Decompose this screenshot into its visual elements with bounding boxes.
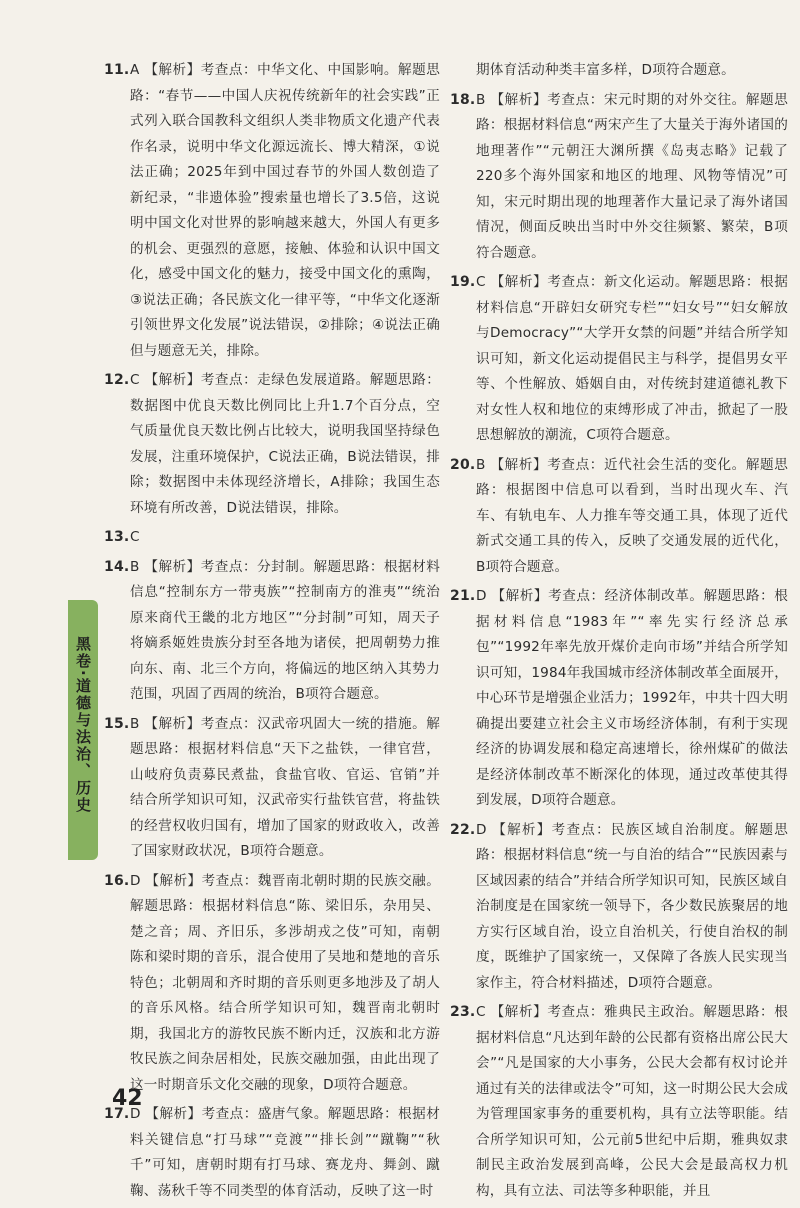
answer-item (450, 88, 788, 267)
question-number: 19. (450, 274, 476, 290)
question-number: 18. (450, 91, 476, 108)
answer-text: B 【解析】考查点：近代社会生活的变化。解题思路：根据图中信息可以看到，当时出现火车、汽车、有轨电车、人力推车等交通工具，体现了近代新式交通工具的传入，反映了交通发展的近代化，B项符合题意。 (476, 456, 788, 575)
question-number: 20. (450, 456, 476, 473)
answer-text: C 【解析】考查点：雅典民主政治。解题思路：根据材料信息“凡达到年龄的公民都有资格出席公民大会”“凡是国家的大小事务，公民大会都有权讨论并通过有关的法律或法令”可知，这一时期公民大会成为管理国家事务的重要机构，具有立法等职能。结合所学知识可知，公元前5世纪中后期，雅典奴隶制民主政治发展到高峰，公民大会是最高权力机构，具有立法、司法等多种职能，并且 (476, 1004, 788, 1199)
page-number: 42 (112, 1086, 143, 1111)
answer-item (104, 1102, 440, 1204)
question-number: 11. (104, 62, 130, 78)
question-number: 22. (450, 821, 476, 838)
answer-text: C (130, 529, 140, 545)
question-number: 13. (104, 529, 130, 545)
answer-item (450, 818, 788, 997)
answer-item (450, 453, 788, 581)
answer-item (450, 584, 788, 814)
answer-item (450, 1000, 788, 1204)
answer-item (450, 58, 788, 84)
answer-item (104, 368, 440, 521)
question-number: 14. (104, 558, 130, 575)
question-number: 16. (104, 872, 130, 889)
question-number: 12. (104, 372, 130, 388)
answer-item (104, 869, 440, 1099)
answer-text: D 【解析】考查点：民族区域自治制度。解题思路：根据材料信息“统一与自治的结合”“民族因素与区域因素的结合”并结合所学知识可知，民族区域自治制度是在国家统一领导下，各少数民族聚居的地方实行区域自治，设立自治机关，行使自治权的制度，既维护了国家统一，又保障了各族人民实现当家作主，符合材料描述，D项符合题意。 (476, 821, 788, 991)
answer-item (450, 270, 788, 449)
answer-text: B 【解析】考查点：宋元时期的对外交往。解题思路：根据材料信息“两宋产生了大量关于海外诸国的地理著作”“元朝汪大渊所撰《岛夷志略》记载了220多个海外国家和地区的地理、风物等情况”可知，宋元时期出现的地理著作大量记录了海外诸国情况，侧面反映出当时中外交往频繁、繁荣，B项符合题意。 (476, 91, 788, 261)
answer-item (104, 712, 440, 865)
answer-item (104, 58, 440, 364)
answer-text: C 【解析】考查点：新文化运动。解题思路：根据材料信息“开辟妇女研究专栏”“妇女号”“妇女解放与Democracy”“大学开女禁的问题”并结合所学知识可知，新文化运动提倡民主与科学，提倡男女平等、个性解放、婚姻自由，对传统封建道德礼教下对女性人权和地位的束缚形成了冲击，掀起了一股思想解放的潮流，C项符合题意。 (476, 274, 788, 443)
answer-text: D 【解析】考查点：经济体制改革。解题思路：根据材料信息“1983年”“率先实行经济总承包”“1992年率先放开煤价走向市场”并结合所学知识可知，1984年我国城市经济体制改革全面展开，中心环节是增强企业活力；1992年，中共十四大明确提出要建立社会主义市场经济体制，有利于实现经济的协调发展和稳定高速增长，徐州煤矿的做法是经济体制改革不断深化的体现，通过改革使其得到发展，D项符合题意。 (476, 588, 788, 808)
right-column (450, 58, 788, 1208)
answer-text: B 【解析】考查点：汉武帝巩固大一统的措施。解题思路：根据材料信息“天下之盐铁，一律官营，山岐府负责募民煮盐，食盐官收、官运、官销”并结合所学知识可知，汉武帝实行盐铁官营，将盐铁的经营权收归国有，增加了国家的财政收入，改善了国家财政状况，B项符合题意。 (130, 715, 440, 859)
answer-item (104, 555, 440, 708)
question-number: 23. (450, 1004, 476, 1020)
answer-text: 期体育活动种类丰富多样，D项符合题意。 (476, 62, 735, 78)
question-number: 17. (104, 1106, 130, 1122)
left-column (104, 58, 440, 1208)
answer-text: D 【解析】考查点：盛唐气象。解题思路：根据材料关键信息“打马球”“竞渡”“排长剑”“蹴鞠”“秋千”可知，唐朝时期有打马球、赛龙舟、舞剑、蹴鞠、荡秋千等不同类型的体育活动，反映了这一时 (130, 1106, 440, 1199)
side-tab-label: 黑卷·道德与法治、历史 (74, 636, 92, 814)
question-number: 21. (450, 588, 476, 604)
answer-text: B 【解析】考查点：分封制。解题思路：根据材料信息“控制东方一带夷族”“控制南方的淮夷”“统治原来商代王畿的北方地区”“分封制”可知，周天子将嫡系姬姓贵族分封至各地为诸侯，把周朝势力推向东、南、北三个方向，将偏远的地区纳入其势力范围，巩固了西周的统治，B项符合题意。 (130, 558, 440, 702)
answer-item (104, 525, 440, 551)
question-number: 15. (104, 715, 130, 732)
answer-text: C 【解析】考查点：走绿色发展道路。解题思路：数据图中优良天数比例同比上升1.7个百分点，空气质量优良天数比例占比较大，说明我国坚持绿色发展，注重环境保护，C说法正确，B说法错误，排除；数据图中未体现经济增长，A排除；我国生态环境有所改善，D说法错误，排除。 (130, 372, 440, 516)
answer-text: A 【解析】考查点：中华文化、中国影响。解题思路：“春节——中国人庆祝传统新年的社会实践”正式列入联合国教科文组织人类非物质文化遗产代表作名录，说明中华文化源远流长、博大精深，①说法正确；2025年到中国过春节的外国人数创造了新纪录，“非遗体验”搜索量也增长了3.5倍，这说明中国文化对世界的影响越来越大，外国人有更多的机会、更强烈的意愿，接触、体验和认识中国文化，感受中国文化的魅力，接受中国文化的熏陶，③说法正确；各民族文化一律平等，“中华文化逐渐引领世界文化发展”说法错误，②排除；④说法正确但与题意无关，排除。 (130, 62, 440, 359)
answer-text: D 【解析】考查点：魏晋南北朝时期的民族交融。解题思路：根据材料信息“陈、梁旧乐，杂用吴、楚之音；周、齐旧乐，多涉胡戎之伎”可知，南朝陈和梁时期的音乐，混合使用了吴地和楚地的音乐特色；北朝周和齐时期的音乐则更多地涉及了胡人的音乐风格。结合所学知识可知，魏晋南北朝时期，我国北方的游牧民族不断内迁，汉族和北方游牧民族之间杂居相处，民族交融加强，由此出现了这一时期音乐文化交融的现象，D项符合题意。 (130, 872, 440, 1093)
